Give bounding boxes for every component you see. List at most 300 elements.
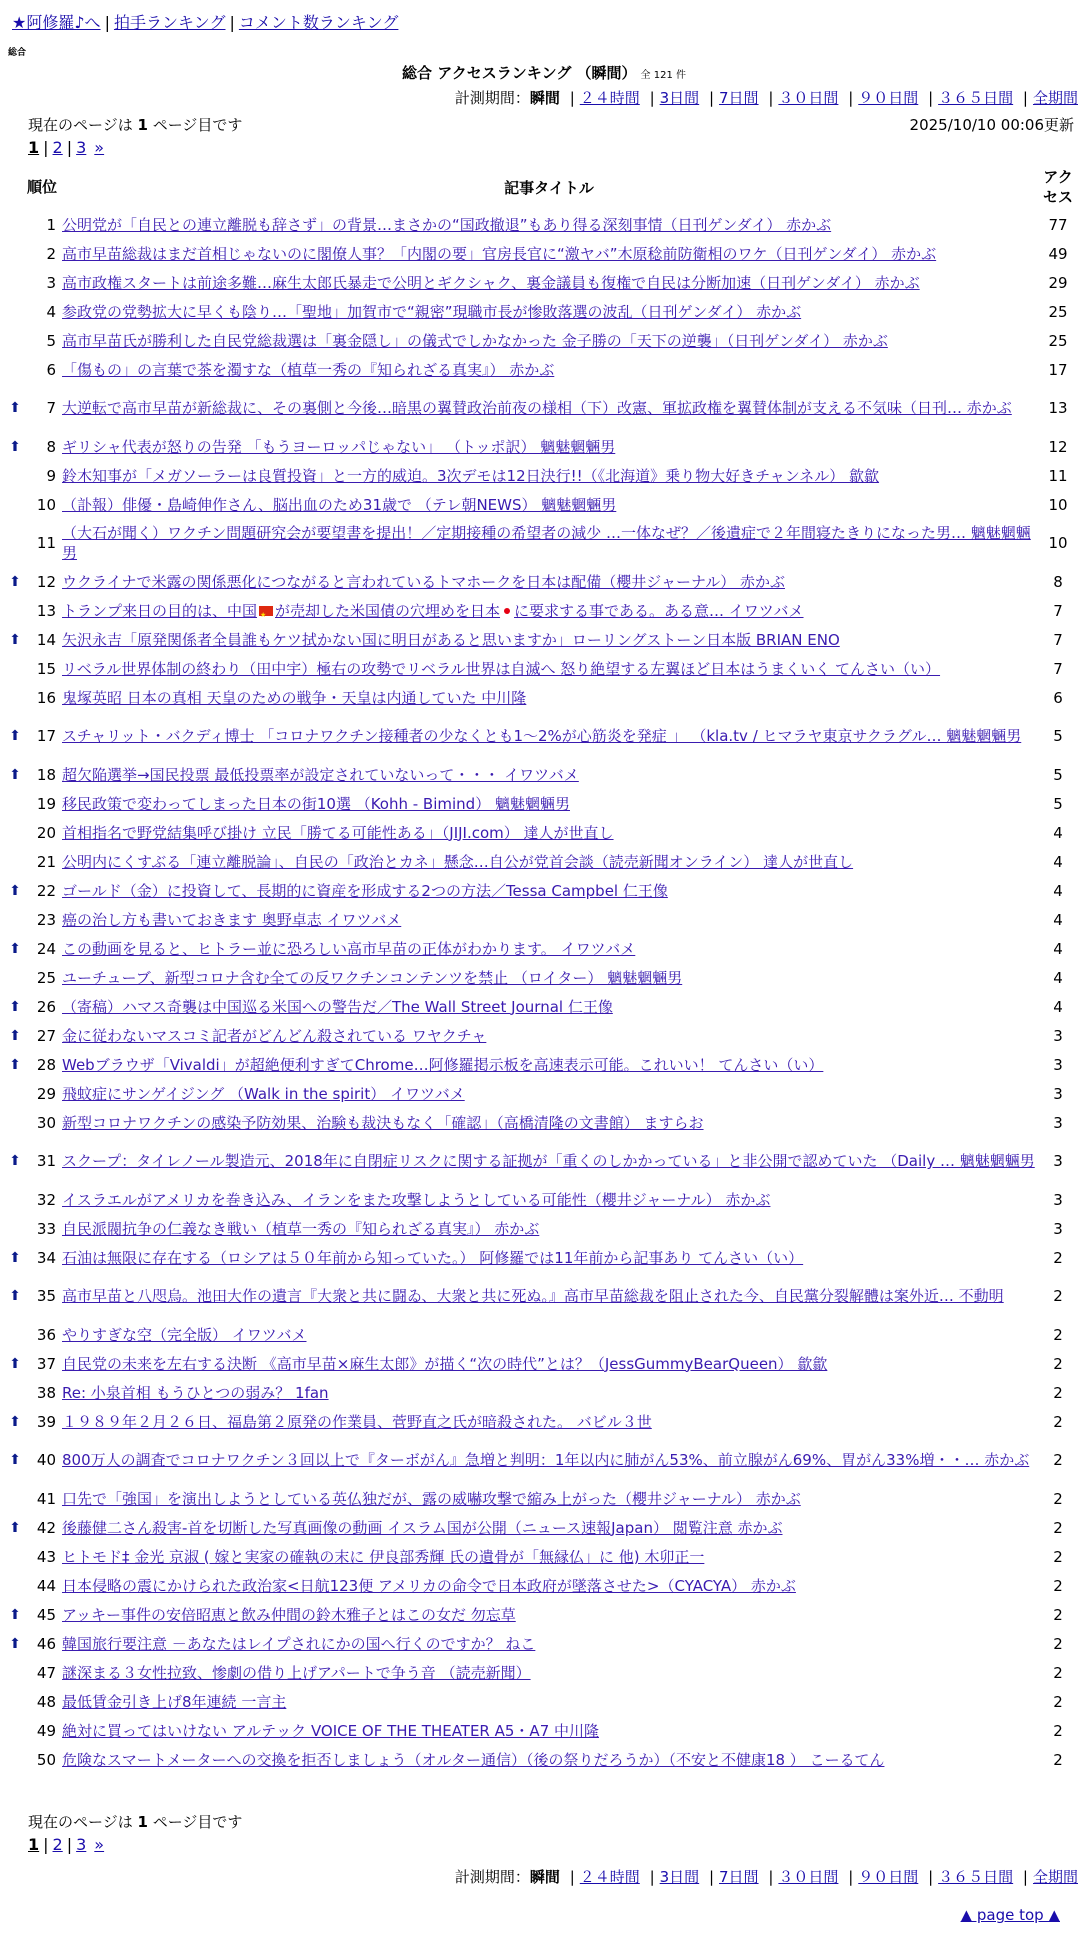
period-all-bottom[interactable]: 全期間 — [1032, 1868, 1078, 1886]
rank-cell: 38 — [36, 1383, 56, 1402]
article-link[interactable]: 高市早苗と八咫烏。池田大作の遺言『大衆と共に闘ゐ、大衆と共に死ぬ。』高市早苗総裁を阻止された今、自民黨分裂解體は案外近… 不動明 — [62, 1287, 1004, 1305]
access-count-cell: 2 — [1053, 1547, 1063, 1566]
period-7d-bottom[interactable]: 7日間 — [719, 1868, 759, 1886]
rank-cell: 25 — [36, 968, 56, 987]
period-365d-bottom[interactable]: ３６５日間 — [938, 1868, 1014, 1886]
access-count-cell: 12 — [1048, 437, 1068, 456]
access-count-cell: 4 — [1053, 852, 1063, 871]
rank-cell: 36 — [36, 1325, 56, 1344]
access-count-cell: 3 — [1053, 1190, 1063, 1209]
up-arrow-icon: ⬆ — [9, 1056, 21, 1073]
access-count-cell: 6 — [1053, 688, 1063, 707]
access-count-cell: 2 — [1053, 1383, 1063, 1402]
article-link[interactable]: 高市政権スタートは前途多難…麻生太郎氏暴走で公明とギクシャク、裏金議員も復権で自民は分断加速（日刊ゲンダイ） 赤かぶ — [62, 273, 920, 292]
article-link[interactable]: リベラル世界体制の終わり（田中宇）極右の攻勢でリベラル世界は自滅へ 怒り絶望する左翼ほど日本はうまくいく てんさい（い） — [62, 659, 941, 678]
table-row — [6, 490, 1078, 519]
access-count-cell: 7 — [1053, 601, 1063, 620]
rank-cell: 4 — [46, 302, 56, 321]
title-header: 記事タイトル — [504, 178, 594, 197]
article-link[interactable]: 鬼塚英昭 日本の真相 天皇のための戦争・天皇は内通していた 中川隆 — [62, 688, 527, 707]
access-count-cell: 2 — [1053, 1489, 1063, 1508]
period-24h[interactable]: ２４時間 — [579, 89, 640, 107]
article-link[interactable]: 後藤健二さん殺害-首を切断した写真画像の動画 イスラム国が公開（ニュース速報Japan） 閲覧注意 赤かぶ — [62, 1518, 783, 1537]
table-row — [6, 596, 1078, 625]
china-flag-icon — [259, 606, 273, 616]
article-link[interactable]: 自民党の未来を左右する決断 《高市早苗×麻生太郎》が描く“次の時代”とは？（JessGummyBearQueen） 歙歙 — [62, 1354, 828, 1373]
page-3-link[interactable]: 3 — [76, 138, 87, 157]
table-row — [6, 1079, 1078, 1108]
rank-cell: 30 — [36, 1113, 56, 1132]
arrow-cell — [6, 1079, 24, 1108]
up-arrow-icon: ⬆ — [9, 998, 21, 1015]
arrow-cell — [6, 461, 24, 490]
page-3-link-bottom[interactable]: 3 — [76, 1835, 87, 1854]
access-count-cell: 2 — [1053, 1663, 1063, 1682]
up-arrow-icon: ⬆ — [9, 1519, 21, 1536]
rank-cell: 11 — [36, 534, 56, 552]
period-365d[interactable]: ３６５日間 — [938, 89, 1014, 107]
home-link[interactable]: ★阿修羅♪へ — [12, 13, 101, 32]
comment-ranking-link[interactable]: コメント数ランキング — [238, 13, 399, 32]
page-2-link-bottom[interactable]: 2 — [52, 1835, 63, 1854]
clap-ranking-link[interactable]: 拍手ランキング — [113, 13, 226, 32]
article-link[interactable]: 高市早苗氏が勝利した自民党総裁選は「裏金隠し」の儀式でしかなかった 金子勝の「天下の逆襲」（日刊ゲンダイ） 赤かぶ — [62, 331, 888, 350]
table-row — [6, 384, 1078, 432]
title-cell — [60, 239, 1038, 268]
table-row — [6, 712, 1078, 760]
article-link[interactable]: Webブラウザ「Vivaldi」が超絶便利すぎてChrome…阿修羅掲示板を高速表示可能。これいい！ てんさい（い） — [62, 1055, 824, 1074]
rank-cell: 37 — [36, 1354, 56, 1373]
title-cell — [60, 519, 1038, 567]
period-30d-bottom[interactable]: ３０日間 — [778, 1868, 839, 1886]
table-row — [6, 1436, 1078, 1484]
table-row — [6, 1349, 1078, 1378]
article-link[interactable]: 危険なスマートメーターへの交換を拒否しましょう（オルター通信）（後の祭りだろうか）（不安と不健康18 ） こーるてん — [62, 1750, 885, 1769]
access-count-cell: 2 — [1053, 1721, 1063, 1740]
article-link[interactable]: 超欠陥選挙→国民投票 最低投票率が設定されていないって・・・ イワツバメ — [62, 765, 579, 784]
title-cell — [60, 1745, 1038, 1774]
rank-cell: 44 — [36, 1576, 56, 1595]
rank-cell: 27 — [36, 1026, 56, 1045]
article-link[interactable]: 新型コロナワクチンの感染予防効果、治験も裁決もなく「確認」（高橋清隆の文書館） ますらお — [62, 1113, 704, 1132]
pagination-bottom: 1 | 2 | 3 » — [28, 1835, 105, 1854]
rank-cell: 3 — [46, 273, 56, 292]
access-count-cell: 2 — [1053, 1605, 1063, 1624]
period-3d-bottom[interactable]: 3日間 — [659, 1868, 700, 1886]
next-page-link-bottom[interactable]: » — [94, 1835, 105, 1854]
table-row — [6, 1571, 1078, 1600]
article-link[interactable]: 「傷もの」の言葉で茶を濁すな（植草一秀の『知られざる真実』） 赤かぶ — [62, 360, 555, 379]
table-row — [6, 519, 1078, 567]
rank-cell: 18 — [36, 765, 56, 784]
table-row — [6, 1658, 1078, 1687]
title-cell — [60, 1272, 1038, 1320]
article-link[interactable]: 韓国旅行要注意 －あなたはレイプされにかの国へ行くのですか？ ねこ — [62, 1634, 536, 1653]
access-count-cell: 2 — [1053, 1325, 1063, 1344]
table-row — [6, 1137, 1078, 1185]
rank-cell: 20 — [36, 823, 56, 842]
title-cell — [60, 934, 1038, 963]
article-link[interactable]: トランプ来日の目的は、中国★ が売却した米国債の穴埋めを日本 に要求する事である。ある意… イワツバメ — [62, 602, 804, 620]
access-count-cell: 3 — [1053, 1084, 1063, 1103]
title-cell — [60, 1542, 1038, 1571]
access-count-cell: 3 — [1053, 1152, 1063, 1170]
title-cell — [60, 1571, 1038, 1600]
table-row — [6, 625, 1078, 654]
arrow-cell — [6, 1542, 24, 1571]
article-link[interactable]: ギリシャ代表が怒りの告発 「もうヨーロッパじゃない」 （トッポ訳） 魑魅魍魎男 — [62, 437, 616, 456]
access-count-cell: 3 — [1053, 1055, 1063, 1074]
title-cell — [60, 1185, 1038, 1214]
table-row — [6, 326, 1078, 355]
access-count-cell: 4 — [1053, 968, 1063, 987]
rank-cell: 6 — [46, 360, 56, 379]
up-arrow-icon: ⬆ — [9, 728, 21, 744]
table-row — [6, 239, 1078, 268]
access-count-cell: 5 — [1053, 765, 1063, 784]
title-cell — [60, 1378, 1038, 1407]
arrow-cell — [6, 1716, 24, 1745]
arrow-cell — [6, 490, 24, 519]
article-link[interactable]: スチャリット・バクディ博士 「コロナワクチン接種者の少なくとも1～2%が心筋炎を発症 」 （kla.tv / ヒマラヤ東京サクラグル… 魑魅魍魎男 — [62, 727, 1022, 745]
period-30d[interactable]: ３０日間 — [778, 89, 839, 107]
access-count-cell: 2 — [1053, 1248, 1063, 1267]
period-current: 瞬間 — [529, 89, 560, 107]
arrow-cell — [6, 1108, 24, 1137]
rank-cell: 47 — [36, 1663, 56, 1682]
up-arrow-icon: ⬆ — [9, 573, 21, 590]
updated-time: 2025/10/10 00:06更新 — [909, 116, 1074, 134]
title-cell — [60, 432, 1038, 461]
title-cell — [60, 1600, 1038, 1629]
title-cell — [60, 1243, 1038, 1272]
article-link[interactable]: 公明内にくすぶる「連立離脱論」、自民の「政治とカネ」懸念…自公が党首会談（読売新聞オンライン） 達人が世直し — [62, 852, 854, 871]
rank-cell: 50 — [36, 1750, 56, 1769]
title-cell — [60, 1687, 1038, 1716]
article-link[interactable]: 移民政策で変わってしまった日本の街10選 （Kohh - Bimind） 魑魅魍魎男 — [62, 794, 570, 813]
rank-cell: 35 — [36, 1287, 56, 1305]
rank-cell: 48 — [36, 1692, 56, 1711]
period-selector-bottom: 計測期間：瞬間 | ２４時間 | 3日間 | 7日間 | ３０日間 | ９０日間 | ３６５日間 | 全期間 — [454, 1868, 1078, 1886]
access-count-cell: 3 — [1053, 1219, 1063, 1238]
up-arrow-icon: ⬆ — [9, 1027, 21, 1044]
arrow-cell — [6, 355, 24, 384]
article-link[interactable]: Re: 小泉首相 もうひとつの弱み？ 1fan — [62, 1383, 329, 1402]
table-row — [6, 1320, 1078, 1349]
table-row — [6, 1600, 1078, 1629]
access-count-cell: 2 — [1053, 1287, 1063, 1305]
article-link[interactable]: スクープ：タイレノール製造元、2018年に自閉症リスクに関する証拠が「重くのしかかっている」と非公開で認めていた （Daily … 魑魅魍魎男 — [62, 1152, 1035, 1170]
arrow-cell — [6, 818, 24, 847]
table-row — [6, 1378, 1078, 1407]
rank-header: 順位 — [26, 178, 57, 196]
access-count-cell: 4 — [1053, 823, 1063, 842]
access-count-cell: 7 — [1053, 630, 1063, 649]
up-arrow-icon: ⬆ — [9, 1355, 21, 1372]
title-cell — [60, 963, 1038, 992]
page-current: 1 — [28, 138, 40, 157]
table-row — [6, 432, 1078, 461]
arrow-header — [6, 164, 24, 210]
article-link[interactable]: ゴールド（金）に投資して、長期的に資産を形成する2つの方法／Tessa Campbel 仁王像 — [62, 881, 668, 900]
title-cell — [60, 1079, 1038, 1108]
access-count-cell: 2 — [1053, 1518, 1063, 1537]
current-page-prefix-bottom: 現在のページは — [28, 1813, 138, 1831]
table-row — [6, 210, 1078, 239]
article-link[interactable]: 絶対に買ってはいけない アルテック VOICE OF THE THEATER A5・A7 中川隆 — [62, 1721, 599, 1740]
article-link[interactable]: ユーチューブ、新型コロナ含む全ての反ワクチンコンテンツを禁止 （ロイター） 魑魅魍魎男 — [62, 968, 683, 987]
period-label-bottom: 計測期間： — [454, 1868, 530, 1886]
access-count-cell: 11 — [1048, 466, 1068, 485]
arrow-cell — [6, 654, 24, 683]
period-selector-top: 計測期間：瞬間 | ２４時間 | 3日間 | 7日間 | ３０日間 | ９０日間 | ３６５日間 | 全期間 — [454, 89, 1078, 107]
next-page-link[interactable]: » — [94, 138, 105, 157]
rank-cell: 22 — [36, 881, 56, 900]
article-link[interactable]: 公明党が「自民との連立離脱も辞さず」の背景…まさかの“国政撤退”もあり得る深刻事情（日刊ゲンダイ） 赤かぶ — [62, 215, 832, 234]
rank-cell: 46 — [36, 1634, 56, 1653]
access-count-cell: 2 — [1053, 1576, 1063, 1595]
title-cell — [60, 355, 1038, 384]
arrow-cell — [6, 1378, 24, 1407]
table-row — [6, 847, 1078, 876]
table-row — [6, 1407, 1078, 1436]
access-count-cell: 2 — [1053, 1451, 1063, 1469]
access-count-cell: 2 — [1053, 1750, 1063, 1769]
article-link[interactable]: 参政党の党勢拡大に早くも陰り…「聖地」加賀市で“親密”現職市長が惨敗落選の波乱（日刊ゲンダイ） 赤かぶ — [62, 302, 802, 321]
table-row — [6, 1513, 1078, 1542]
article-link[interactable]: ウクライナで米露の関係悪化につながると言われているトマホークを日本は配備（櫻井ジャーナル） 赤かぶ — [62, 572, 785, 591]
page-current-bottom: 1 — [28, 1835, 40, 1854]
period-90d[interactable]: ９０日間 — [858, 89, 919, 107]
title-cell — [60, 1436, 1038, 1484]
title-cell — [60, 1407, 1038, 1436]
title-cell — [60, 326, 1038, 355]
up-arrow-icon: ⬆ — [9, 940, 21, 957]
current-page-suffix: ページ目です — [147, 116, 243, 134]
access-count-cell: 4 — [1053, 939, 1063, 958]
article-link[interactable]: 首相指名で野党結集呼び掛け 立民「勝てる可能性ある」（JIJI.com） 達人が世直し — [62, 823, 614, 842]
period-all[interactable]: 全期間 — [1032, 89, 1078, 107]
rank-cell: 42 — [36, 1518, 56, 1537]
arrow-cell — [6, 268, 24, 297]
table-row — [6, 567, 1078, 596]
article-link[interactable]: 鈴木知事が「メガソーラーは良質投資」と一方的威迫。3次デモは12日決行!!（《北海道》乗り物大好きチャンネル） 歙歙 — [62, 466, 880, 485]
access-count-cell: 4 — [1053, 997, 1063, 1016]
access-count-cell: 2 — [1053, 1634, 1063, 1653]
arrow-cell — [6, 1214, 24, 1243]
title-cell — [60, 847, 1038, 876]
access-count-cell: 10 — [1048, 534, 1068, 552]
access-count-cell: 10 — [1048, 495, 1068, 514]
table-row — [6, 461, 1078, 490]
up-arrow-icon: ⬆ — [9, 438, 21, 455]
title-cell — [60, 1513, 1038, 1542]
article-link[interactable]: アッキー事件の安倍昭恵と飲み仲間の鈴木雅子とはこの女だ 勿忘草 — [62, 1605, 516, 1624]
article-link[interactable]: 石油は無限に存在する（ロシアは５０年前から知っていた。） 阿修羅では11年前から記事あり てんさい（い） — [62, 1248, 804, 1267]
table-row — [6, 268, 1078, 297]
title-cell — [60, 712, 1038, 760]
access-count-cell: 2 — [1053, 1412, 1063, 1431]
arrow-cell — [6, 1185, 24, 1214]
arrow-cell — [6, 1484, 24, 1513]
title-cell — [60, 905, 1038, 934]
rank-cell: 1 — [46, 215, 56, 234]
table-row — [6, 992, 1078, 1021]
title-cell — [60, 818, 1038, 847]
table-row — [6, 905, 1078, 934]
article-link[interactable]: 矢沢永吉「原発関係者全員誰もケツ拭かない国に明日があると思いますか」ローリングストーン日本版 BRIAN ENO — [62, 630, 840, 649]
rank-cell: 24 — [36, 939, 56, 958]
table-row — [6, 1542, 1078, 1571]
page-title-text: 総合 アクセスランキング （瞬間） — [402, 64, 637, 82]
arrow-cell — [6, 963, 24, 992]
rank-cell: 9 — [46, 466, 56, 485]
top-nav: ★阿修羅♪へ | 拍手ランキング | コメント数ランキング — [12, 13, 399, 32]
rank-cell: 39 — [36, 1412, 56, 1431]
current-page-info-bottom — [28, 1811, 242, 1832]
title-cell — [60, 625, 1038, 654]
article-link[interactable]: この動画を見ると、ヒトラー並に恐ろしい高市早苗の正体がわかります。 イワツバメ — [62, 939, 636, 958]
access-count-cell: 7 — [1053, 659, 1063, 678]
up-arrow-icon: ⬆ — [9, 1153, 21, 1169]
up-arrow-icon: ⬆ — [9, 1413, 21, 1430]
title-cell — [60, 210, 1038, 239]
up-arrow-icon: ⬆ — [9, 1249, 21, 1266]
access-count-cell: 3 — [1053, 1026, 1063, 1045]
rank-cell: 21 — [36, 852, 56, 871]
period-90d-bottom[interactable]: ９０日間 — [858, 1868, 919, 1886]
rank-cell: 19 — [36, 794, 56, 813]
article-link[interactable]: 800万人の調査でコロナワクチン３回以上で『ターボがん』急増と判明：1年以内に肺がん53%、前立腺がん69%、胃がん33%増・・… 赤かぶ — [62, 1451, 1030, 1469]
title-cell — [60, 760, 1038, 789]
article-link[interactable]: １９８９年２月２６日、福島第２原発の作業員、菅野直之氏が暗殺された。 バビル３世 — [62, 1412, 652, 1431]
arrow-cell — [6, 1571, 24, 1600]
rank-cell: 26 — [36, 997, 56, 1016]
rank-cell: 14 — [36, 630, 56, 649]
access-header: アクセス — [1042, 168, 1073, 206]
title-cell — [60, 1320, 1038, 1349]
access-count-cell: 77 — [1048, 215, 1068, 234]
current-page-number-bottom: 1 — [137, 1813, 148, 1831]
period-24h-bottom[interactable]: ２４時間 — [579, 1868, 640, 1886]
current-page-suffix-bottom: ページ目です — [147, 1813, 243, 1831]
title-cell — [60, 683, 1038, 712]
up-arrow-icon: ⬆ — [9, 1452, 21, 1468]
table-row — [6, 1484, 1078, 1513]
table-row — [6, 1185, 1078, 1214]
table-row — [6, 876, 1078, 905]
rank-cell: 12 — [36, 572, 56, 591]
title-cell — [60, 268, 1038, 297]
table-row — [6, 1243, 1078, 1272]
article-link[interactable]: （大石が聞く）ワクチン問題研究会が要望書を提出！／定期接種の希望者の減少 …一体なぜ？／後遺症で２年間寝たきりになった男… 魑魅魍魎男 — [62, 524, 1031, 562]
table-row — [6, 1716, 1078, 1745]
access-count-cell: 2 — [1053, 1692, 1063, 1711]
table-row — [6, 789, 1078, 818]
title-cell — [60, 1658, 1038, 1687]
table-row — [6, 297, 1078, 326]
title-cell — [60, 384, 1038, 432]
table-row — [6, 654, 1078, 683]
rank-cell: 33 — [36, 1219, 56, 1238]
page-top-link[interactable]: ▲ page top ▲ — [960, 1906, 1060, 1924]
title-cell — [60, 1214, 1038, 1243]
rank-cell: 7 — [46, 399, 56, 417]
title-cell — [60, 1021, 1038, 1050]
article-link[interactable]: （寄稿）ハマス奇襲は中国巡る米国への警告だ／The Wall Street Journal 仁王像 — [62, 997, 613, 1016]
period-7d[interactable]: 7日間 — [719, 89, 759, 107]
title-cell — [60, 461, 1038, 490]
rank-cell: 2 — [46, 244, 56, 263]
page-2-link[interactable]: 2 — [52, 138, 63, 157]
article-link[interactable]: イスラエルがアメリカを巻き込み、イランをまた攻撃しようとしている可能性（櫻井ジャーナル） 赤かぶ — [62, 1190, 771, 1209]
title-cell — [60, 1050, 1038, 1079]
rank-cell: 43 — [36, 1547, 56, 1566]
article-link[interactable]: （訃報）俳優・島崎伸作さん、脳出血のため31歳で （テレ朝NEWS） 魑魅魍魎男 — [62, 495, 617, 514]
access-count-cell: 8 — [1053, 572, 1063, 591]
article-link[interactable]: 金に従わないマスコミ記者がどんどん殺されている ワヤクチャ — [62, 1026, 487, 1045]
article-link[interactable]: 高市早苗総裁はまだ首相じゃないのに閣僚人事？「内閣の要」官房長官に“激ヤバ”木原稔前防衛相のワケ（日刊ゲンダイ） 赤かぶ — [62, 244, 937, 263]
article-link[interactable]: 大逆転で高市早苗が新総裁に、その裏側と今後…暗黒の翼賛政治前夜の様相（下）改憲、軍拡政権を翼賛体制が支える不気味（日刊… 赤かぶ — [62, 399, 1012, 417]
access-count-cell: 25 — [1048, 302, 1068, 321]
title-cell — [60, 1484, 1038, 1513]
arrow-cell — [6, 1745, 24, 1774]
pagination-top: 1 | 2 | 3 » — [28, 138, 105, 157]
article-link[interactable]: 最低賃金引き上げ8年連続 一言主 — [62, 1692, 287, 1711]
japan-flag-icon — [504, 608, 510, 614]
title-cell — [60, 1349, 1038, 1378]
title-cell — [60, 1716, 1038, 1745]
title-cell — [60, 1629, 1038, 1658]
article-link[interactable]: やりすぎな空（完全版） イワツバメ — [62, 1325, 307, 1344]
article-link[interactable]: ヒトモド‡ 金光 京淑 ( 嫁と実家の確執の末に 伊良部秀輝 氏の遺骨が「無縁仏」に 他) 木卯正一 — [62, 1547, 705, 1566]
table-row — [6, 1745, 1078, 1774]
rank-cell: 29 — [36, 1084, 56, 1103]
table-row — [6, 1050, 1078, 1079]
article-link[interactable]: 日本侵略の震にかけられた政治家<日航123便 アメリカの命令で日本政府が墜落させた>（CYACYA） 赤かぶ — [62, 1576, 796, 1595]
up-arrow-icon: ⬆ — [9, 882, 21, 899]
rank-cell: 10 — [36, 495, 56, 514]
arrow-cell — [6, 210, 24, 239]
rank-cell: 17 — [36, 727, 56, 745]
arrow-cell — [6, 596, 24, 625]
article-link[interactable]: 口先で「強国」を演出しようとしている英仏独だが、露の威嚇攻撃で縮み上がった（櫻井ジャーナル） 赤かぶ — [62, 1489, 801, 1508]
arrow-cell — [6, 905, 24, 934]
article-link[interactable]: 自民派閥抗争の仁義なき戦い（植草一秀の『知られざる真実』） 赤かぶ — [62, 1219, 540, 1238]
access-count-cell: 17 — [1048, 360, 1068, 379]
table-row — [6, 1021, 1078, 1050]
rank-cell: 5 — [46, 331, 56, 350]
article-link[interactable]: 飛蚊症にサンゲイジング （Walk in the spirit） イワツバメ — [62, 1084, 465, 1103]
page-top-link-wrap — [961, 1906, 1060, 1924]
article-link[interactable]: 癌の治し方も書いておきます 奥野卓志 イワツバメ — [62, 910, 402, 929]
up-arrow-icon: ⬆ — [9, 631, 21, 648]
rank-cell: 23 — [36, 910, 56, 929]
period-3d[interactable]: 3日間 — [659, 89, 700, 107]
rank-cell: 34 — [36, 1248, 56, 1267]
access-count-cell: 5 — [1053, 727, 1063, 745]
table-row — [6, 1272, 1078, 1320]
table-row — [6, 1629, 1078, 1658]
access-count-cell: 49 — [1048, 244, 1068, 263]
table-row — [6, 934, 1078, 963]
title-cell — [60, 1108, 1038, 1137]
article-link[interactable]: 謎深まる３女性拉致、惨劇の借り上げアパートで争う音 （読売新聞） — [62, 1663, 531, 1682]
rank-cell: 8 — [46, 437, 56, 456]
rank-cell: 41 — [36, 1489, 56, 1508]
title-cell — [60, 1137, 1038, 1185]
arrow-cell — [6, 1658, 24, 1687]
